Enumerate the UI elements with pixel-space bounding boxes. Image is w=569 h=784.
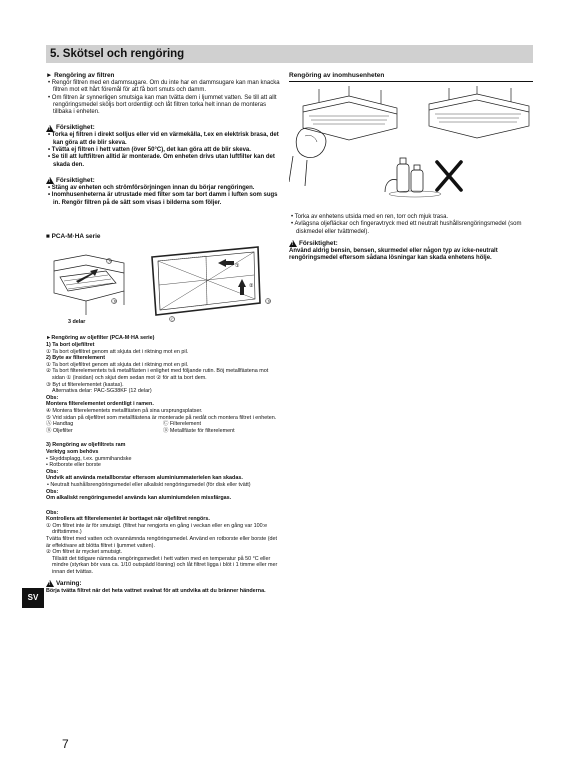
step-two-label: ② (249, 282, 254, 289)
caution-1-bullet-2: • Tvätta ej filtren i hett vatten (över 50°C), det kan göra att de blir skeva. (48, 147, 251, 154)
warning-triangle-icon (46, 177, 54, 184)
caution-1-bullet-1: • Torka ej filtren i direkt solljus eller vid en värmekälla, t.ex en elektrisk brasa, det kan göra att de blir skeva. (48, 132, 279, 146)
warning-title: ! Varning: (46, 580, 280, 588)
obs-1-text: Montera filterelementet ordentligt i ramen. (46, 401, 154, 408)
language-tab: SV (22, 588, 44, 608)
indoor-bullet-1: • Torka av enhetens utsida med en ren, torr och mjuk trasa. (291, 214, 449, 220)
tool-item-1: • Skyddsplagg, t.ex. gummihandske (46, 455, 132, 462)
page-number: 7 (62, 737, 69, 751)
oil-filter-diagram (46, 243, 280, 323)
warning-triangle-icon (46, 580, 54, 587)
caution-1-title: ! Försiktighet: (46, 124, 280, 132)
left-column (46, 72, 280, 594)
callout-c-label: Ⓒ (170, 316, 175, 322)
filter-bullet-2: • Om filtren är synnerligen smutsiga kan man tvätta dem i ljummet vatten. Se till att allt rengöringsmedel sköljs bort ordentligt och låt filtren torka helt innan de monteras tillbaka i enheten. (48, 94, 277, 116)
case-1-text: ① Om filtret inte är för smutsigt. (filtret har rengjorts en gång i veckan eller en gång var 100:e driftstimme.) (46, 522, 268, 536)
page-title: 5. Skötsel och rengöring (50, 48, 185, 60)
indoor-unit-right-illustration (429, 86, 529, 138)
slide-arrow-icon (76, 269, 98, 283)
case-1-detail: Tvätta filtret med vatten och ovannämnda rengöringsmedel. Använd en rotborste eller borste (det är effektivare att blötta filtret i ljummet vatten). (46, 536, 278, 549)
parts-label: 3 delar (68, 318, 86, 325)
step-2-heading: 2) Byte av filterelement (46, 355, 106, 362)
legend-row-1: Ⓐ Handtag Ⓒ Filterelement (46, 421, 202, 428)
caution-1-bullet-3: • Se till att luftfiltren alltid är monterade. Om enheten drivs utan luftfilter kan det skada den. (48, 154, 275, 168)
caution-2-bullet-1: • Stäng av enheten och strömförsörjningen innan du börjar rengöringen. (48, 184, 255, 191)
step-one-label: ① (235, 262, 240, 269)
oil-filter-heading: ►Rengöring av oljefilter (PCA-M·HA serie) (46, 335, 155, 342)
obs-2-text: Undvik att använda metallborstar eftersom aluminiummaterielen kan skadas. (46, 475, 243, 482)
series-label: ■ PCA-M·HA serie (46, 232, 101, 240)
case-2-text: ② Om filtret är mycket smutsigt. (46, 549, 123, 556)
step-1-text: ① Ta bort oljefiltret genom att skjuta det i riktning mot en pil. (46, 348, 189, 355)
filter-bullet-1: • Rengör filtren med en dammsugare. Om du inte har en dammsugare kan man knacka filtren mot ett hårt föremål för att få bort smuts och damm. (48, 80, 280, 94)
step-2-alt-parts: Alternativa delar: PAC-SG38KF (12 delar) (52, 388, 152, 395)
step-2-text-c: ③ Byt ut filterelementet (kastas). (46, 381, 124, 388)
warning-text: Börja tvätta filtret när det heta vattnet svalnat för att undvika att du bränner händerna. (46, 587, 266, 594)
obs-4-text: Kontrollera att filterelementet är borttaget när oljefiltret rengörs. (46, 516, 210, 523)
indoor-caution-text: Använd aldrig bensin, bensen, skurmedel eller någon typ av icke-neutralt rengöringsmedel eftersom sådana lösningar kan skada enhetens hölje. (289, 247, 498, 262)
caution-2-title: ! Försiktighet: (46, 177, 280, 185)
prohibited-x-icon (437, 162, 461, 190)
obs-3-label: Obs: (46, 488, 59, 495)
obs-3-text: Om alkaliskt rengöringsmedel används kan aluminiumdelen missfärgas. (46, 495, 232, 502)
step-2-text-e: ⑤ Vrid sidan på oljefiltret som metallfästena är monterade på nedåt och montera filtret i enheten. (46, 414, 277, 421)
step-2-text-d: ④ Montera filterelementets metallfästen på sina ursprungsplatser. (46, 407, 203, 414)
tool-item-2: • Rotborste eller borste (46, 462, 101, 469)
case-2-detail: Tillsätt det tidigare nämnda rengöringsmedlet i hett vatten med en temperatur på 50 °C eller mindre (styrkan bör vara ca. 1/10 outspädd lösning) och låt filtret ligga i blöt i 1 timme eller mer innan det tvättas. (52, 555, 278, 576)
obs-1-label: Obs: (46, 394, 59, 401)
obs-4-label: Obs: (46, 509, 59, 516)
indoor-unit-left-illustration (303, 86, 397, 140)
indoor-cleaning-illustration (289, 86, 533, 206)
indoor-bullet-2: • Avlägsna oljefläckar och fingeravtryck med ett neutralt hushållsrengöringsmedel (som diskmedel eller tvättmedel). (291, 221, 522, 235)
callout-d-label: Ⓓ (266, 298, 271, 304)
filter-frame-illustration (152, 247, 260, 315)
obs-2-label: Obs: (46, 468, 59, 475)
callout-b-label: Ⓑ (112, 298, 117, 304)
indoor-cleaning-heading: Rengöring av inomhusenheten (289, 72, 533, 82)
section-title-bar (46, 45, 533, 63)
step-3-heading: 3) Rengöring av oljefiltrets ram (46, 442, 126, 449)
step-2-text-b: ② Ta bort filterelementets två metallfästen i enlighet med följande rutin. Böj metallfästena mot sidan ① (insidan) och skjut dem sedan mot ② för att ta bort dem. (46, 368, 269, 382)
right-column (289, 72, 533, 262)
step-2-text-a: ① Ta bort oljefiltret genom att skjuta det i riktning mot en pil. (46, 361, 189, 368)
legend-row-2: Ⓑ Oljefilter Ⓓ Metallfäste för filterelement (46, 427, 235, 434)
callout-a-label: Ⓐ (107, 258, 112, 264)
tools-heading: Verktyg som behövs (46, 448, 99, 455)
step-1-heading: 1) Ta bort oljefiltret (46, 342, 95, 349)
neutral-detergent-text: • Neutralt hushållsrengöringsmedel eller alkaliskt rengöringsmedel (för disk eller tvätt) (47, 481, 251, 488)
filter-cleaning-heading: ► Rengöring av filtren (46, 72, 115, 79)
warning-triangle-icon (46, 125, 54, 132)
indoor-unit-corner-illustration (54, 255, 124, 315)
oil-filter-instructions (46, 335, 280, 575)
warning-triangle-icon (289, 240, 297, 247)
detergent-bottles-illustration (385, 158, 441, 197)
hand-with-cloth-illustration (289, 128, 326, 186)
indoor-caution-title: ! Försiktighet: (289, 240, 533, 248)
caution-2-bullet-2: • Inomhusenheterna är utrustade med filter som tar bort damm i luften som sugs in. Rengör filtren på de sätt som visas i bilderna som följer. (48, 192, 278, 206)
